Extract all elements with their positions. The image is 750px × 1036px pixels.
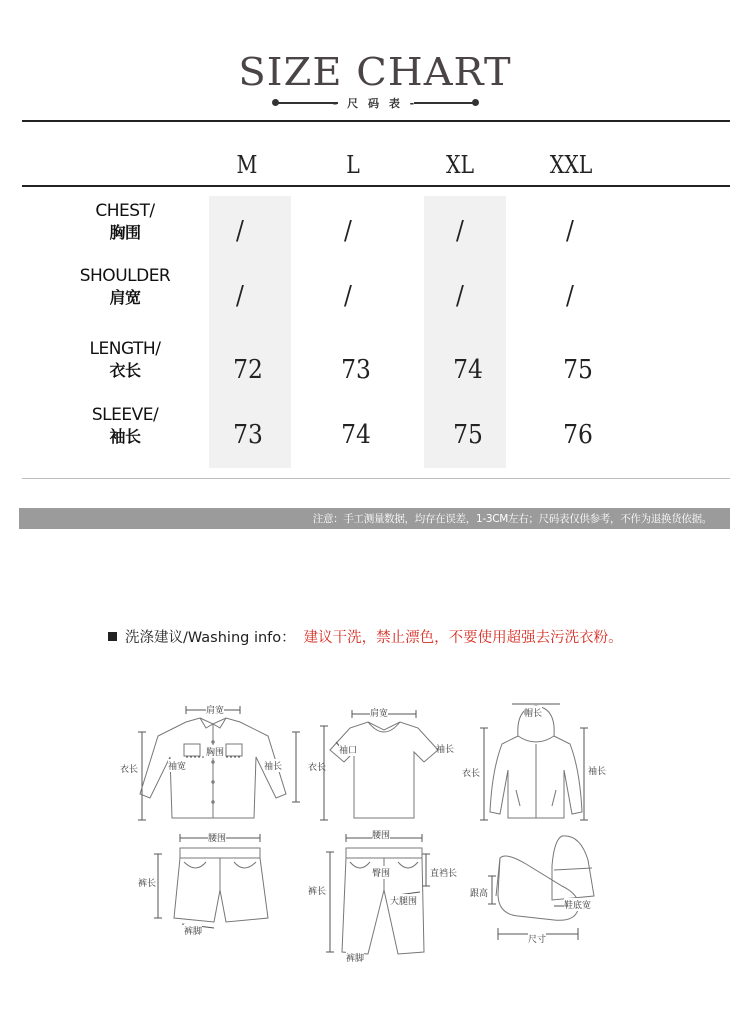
cell-length-l: 73 bbox=[341, 355, 371, 385]
row-label-en: LENGTH/ bbox=[89, 339, 161, 359]
row-label-chest bbox=[70, 201, 180, 243]
cell-sleeve-m: 73 bbox=[233, 420, 263, 450]
bullet-square-icon bbox=[108, 632, 117, 641]
row-label-cn: 肩宽 bbox=[109, 288, 141, 307]
label-tshirt-shoulder: 肩宽 bbox=[370, 706, 388, 719]
cell-length-xxl: 75 bbox=[563, 355, 593, 385]
cell-chest-xl: / bbox=[456, 216, 464, 246]
cell-chest-m: / bbox=[236, 216, 244, 246]
size-header-l: L bbox=[346, 151, 360, 179]
row-label-sleeve bbox=[70, 405, 180, 447]
size-header-xxl: XXL bbox=[549, 151, 593, 179]
cell-shoulder-xl: / bbox=[456, 281, 464, 311]
label-hoodie-length: 衣长 bbox=[462, 766, 480, 779]
table-header-rule bbox=[22, 185, 730, 187]
cell-chest-xxl: / bbox=[566, 216, 574, 246]
row-label-shoulder bbox=[70, 266, 180, 308]
label-pants-hem: 裤脚 bbox=[346, 951, 364, 964]
label-shirt-shoulder: 肩宽 bbox=[206, 703, 224, 716]
tshirt-diagram bbox=[306, 702, 466, 827]
row-label-cn: 胸围 bbox=[109, 223, 141, 242]
label-pants-waist: 腰围 bbox=[372, 828, 390, 841]
label-hoodie-sleeve: 袖长 bbox=[588, 767, 607, 777]
label-pants-hip: 臀围 bbox=[372, 866, 390, 879]
table-bottom-rule bbox=[22, 478, 730, 479]
label-tshirt-length: 衣长 bbox=[308, 763, 327, 773]
row-label-en: SHOULDER bbox=[79, 266, 171, 286]
label-shorts-waist: 腰围 bbox=[208, 831, 226, 844]
note-text: 注意：手工测量数据，均存在误差，1-3CM左右；尺码表仅供参考，不作为退换货依据。 bbox=[312, 513, 712, 525]
subtitle: - 尺 码 表 - bbox=[332, 97, 418, 110]
size-header-xl: XL bbox=[445, 151, 475, 179]
cell-shoulder-m: / bbox=[236, 281, 244, 311]
label-shirt-cuff: 袖宽 bbox=[168, 759, 186, 772]
row-label-en: CHEST/ bbox=[95, 201, 155, 221]
table-top-rule bbox=[22, 120, 730, 122]
label-shirt-sleeve: 袖长 bbox=[264, 759, 282, 772]
label-tshirt-sleeve: 袖长 bbox=[436, 745, 455, 755]
label-shirt-length: 衣长 bbox=[120, 765, 139, 775]
pants-diagram bbox=[306, 826, 466, 966]
cell-sleeve-l: 74 bbox=[341, 420, 371, 450]
row-label-en: SLEEVE/ bbox=[91, 405, 159, 425]
label-shoes-heel: 跟高 bbox=[470, 886, 488, 899]
label-pants-rise: 直裆长 bbox=[430, 869, 458, 879]
row-label-length bbox=[70, 339, 180, 381]
label-hoodie-hood: 帽长 bbox=[524, 706, 542, 719]
row-label-cn: 衣长 bbox=[109, 361, 141, 380]
cell-shoulder-xxl: / bbox=[566, 281, 574, 311]
cell-chest-l: / bbox=[344, 216, 352, 246]
shorts-diagram bbox=[136, 828, 286, 938]
shoes-diagram bbox=[470, 830, 610, 948]
cell-length-xl: 74 bbox=[453, 355, 483, 385]
label-shirt-chest: 胸围 bbox=[206, 745, 224, 758]
label-shoes-size: 尺寸 bbox=[528, 932, 546, 945]
shirt-diagram bbox=[118, 702, 308, 827]
size-header-m: M bbox=[236, 151, 258, 179]
label-pants-thigh: 大腿围 bbox=[390, 894, 417, 907]
subtitle-row bbox=[0, 95, 750, 111]
note-bar bbox=[19, 508, 730, 529]
label-tshirt-cuff: 袖口 bbox=[339, 743, 357, 756]
page-title: SIZE CHART bbox=[238, 50, 512, 94]
label-shorts-hem: 裤脚 bbox=[184, 924, 202, 937]
washing-info bbox=[108, 626, 623, 647]
label-shoes-width: 鞋底宽 bbox=[564, 898, 591, 911]
cell-sleeve-xxl: 76 bbox=[563, 420, 593, 450]
row-label-cn: 袖长 bbox=[109, 427, 141, 446]
label-shorts-length: 裤长 bbox=[138, 876, 156, 889]
washing-advice: 建议干洗，禁止漂色，不要使用超强去污洗衣粉。 bbox=[303, 630, 623, 646]
label-pants-length: 裤长 bbox=[308, 884, 326, 897]
hoodie-diagram bbox=[462, 700, 612, 828]
cell-shoulder-l: / bbox=[344, 281, 352, 311]
washing-label: 洗涤建议/Washing info： bbox=[125, 630, 296, 646]
cell-length-m: 72 bbox=[233, 355, 263, 385]
cell-sleeve-xl: 75 bbox=[453, 420, 483, 450]
